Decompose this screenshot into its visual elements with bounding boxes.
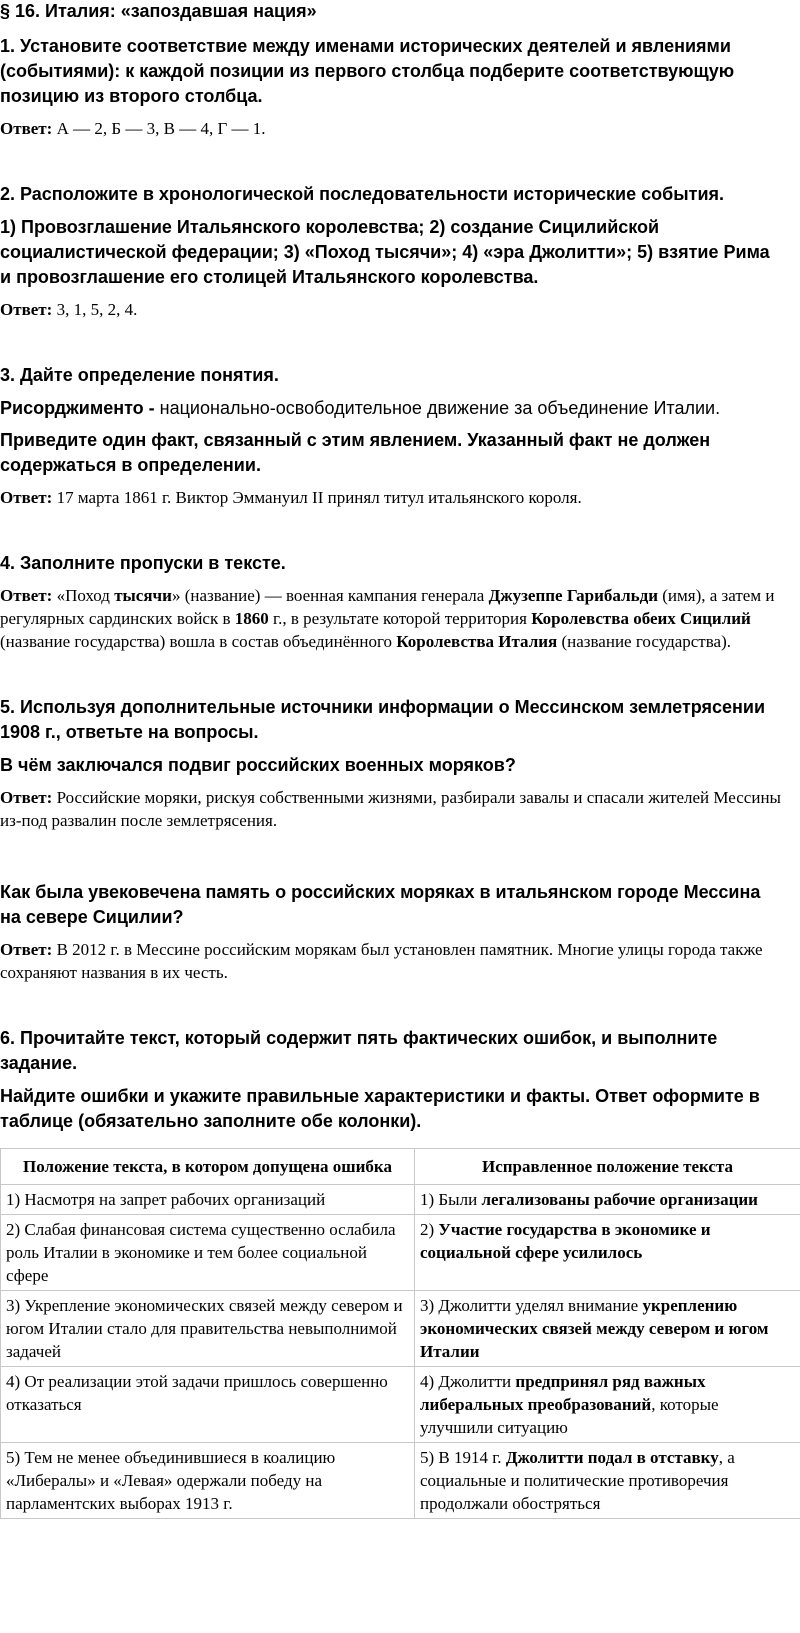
task3-answer — [0, 486, 784, 509]
table-row — [1, 1367, 800, 1443]
task3-question: 3. Дайте определение понятия. — [0, 365, 279, 385]
table-header-row — [1, 1149, 800, 1185]
table-body — [1, 1185, 800, 1519]
task1-question: 1. Установите соответствие между именами исторических деятелей и явлениями (событиями): к каждой позиции из первого столбца подберите соответствующую позицию из второго столбца. — [0, 36, 735, 106]
errors-table — [0, 1148, 800, 1519]
text-fragment: 2) — [420, 1220, 439, 1239]
error-cell: 5) Тем не менее объединившиеся в коалицию «Либералы» и «Левая» одержали победу на парламентских выборах 1913 г. — [1, 1443, 415, 1519]
fix-cell — [415, 1443, 800, 1519]
bold-fragment: Королевства обеих Сицилий — [531, 609, 751, 628]
task6-question2: Найдите ошибки и укажите правильные характеристики и факты. Ответ оформите в таблице (обязательно заполните обе колонки). — [0, 1086, 760, 1131]
task5-q1: В чём заключался подвиг российских военных моряков? — [0, 755, 516, 775]
task3-term: Рисорджименто - — [0, 398, 155, 418]
task3-question2: Приведите один факт, связанный с этим явлением. Указанный факт не должен содержаться в определении. — [0, 430, 711, 475]
task5-question: 5. Используя дополнительные источники информации о Мессинском землетрясении 1908 г., ответьте на вопросы. — [0, 697, 766, 742]
answer-label: Ответ: — [0, 119, 53, 138]
task5-answer1-text: Российские моряки, рискуя собственными жизнями, разбирали завалы и спасали жителей Мессины из-под развалин после землетрясения. — [0, 788, 781, 830]
bold-fragment: укреплению экономических связей между севером и югом Италии — [420, 1296, 769, 1361]
text-fragment: 1) Были — [420, 1190, 482, 1209]
task6-question: 6. Прочитайте текст, который содержит пять фактических ошибок, и выполните задание. — [0, 1028, 718, 1073]
error-cell: 3) Укрепление экономических связей между севером и югом Италии стало для правительства невыполнимой задачей — [1, 1291, 415, 1367]
table-row — [1, 1215, 800, 1291]
task5-answer2-text: В 2012 г. в Мессине российским морякам был установлен памятник. Многие улицы города также сохраняют названия в их честь. — [0, 940, 763, 982]
task2-events: 1) Провозглашение Итальянского королевства; 2) создание Сицилийской социалистической федерации; 3) «Поход тысячи»; 4) «эра Джолитти»; 5) взятие Рима и провозглашение его столицей Итальянского королевства. — [0, 217, 770, 287]
table-row — [1, 1291, 800, 1367]
text-fragment: » (название) — военная кампания генерала — [171, 586, 489, 605]
error-cell: 2) Слабая финансовая система существенно ослабила роль Италии в экономике и тем более социальной сфере — [1, 1215, 415, 1291]
table-header-fix: Исправленное положение текста — [415, 1149, 800, 1185]
bold-fragment: Джолитти подал в отставку — [505, 1448, 719, 1467]
answer-label: Ответ: — [0, 488, 53, 507]
text-fragment: 3) Джолитти уделял внимание — [420, 1296, 643, 1315]
bold-fragment: Участие государства в экономике и социальной сфере усилилось — [420, 1220, 711, 1262]
table-header-error: Положение текста, в котором допущена ошибка — [1, 1149, 415, 1185]
text-fragment: «Поход — [56, 586, 115, 605]
fix-cell — [415, 1367, 800, 1443]
text-fragment: (название государства) вошла в состав объединённого — [0, 632, 397, 651]
text-fragment: , а социальные и политические противоречия продолжали обостряться — [420, 1448, 735, 1513]
bold-fragment: Джузеппе Гарибальди — [488, 586, 658, 605]
fix-cell — [415, 1215, 800, 1291]
table-row — [1, 1185, 800, 1215]
bold-fragment: предпринял ряд важных либеральных преобразований — [420, 1372, 706, 1414]
task2-answer-text: 3, 1, 5, 2, 4. — [56, 300, 138, 319]
task4-answer — [0, 584, 784, 653]
answer-label: Ответ: — [0, 940, 53, 959]
task4-answer-text — [0, 586, 774, 651]
text-fragment: г., в результате которой территория — [268, 609, 532, 628]
text-fragment: 5) В 1914 г. — [420, 1448, 506, 1467]
text-fragment: (название государства). — [557, 632, 731, 651]
text-fragment: (имя), а затем и регулярных сардинских войск в — [0, 586, 775, 628]
bold-fragment: 1860 — [234, 609, 269, 628]
error-cell: 1) Насмотря на запрет рабочих организаций — [1, 1185, 415, 1215]
task2-question: 2. Расположите в хронологической последовательности исторические события. — [0, 184, 725, 204]
error-cell: 4) От реализации этой задачи пришлось совершенно отказаться — [1, 1367, 415, 1443]
table-row — [1, 1443, 800, 1519]
task1-answer — [0, 117, 784, 140]
bold-fragment: тысячи — [114, 586, 172, 605]
task5-answer2 — [0, 938, 784, 984]
answer-label: Ответ: — [0, 300, 53, 319]
fix-cell — [415, 1185, 800, 1215]
task2-answer — [0, 298, 784, 321]
bold-fragment: Королевства Италия — [396, 632, 558, 651]
task1-answer-text: А — 2, Б — 3, В — 4, Г — 1. — [56, 119, 266, 138]
text-fragment: 4) Джолитти — [420, 1372, 516, 1391]
bold-fragment: легализованы рабочие организации — [481, 1190, 758, 1209]
fix-cell — [415, 1291, 800, 1367]
task4-question: 4. Заполните пропуски в тексте. — [0, 553, 286, 573]
answer-label: Ответ: — [0, 788, 53, 807]
task5-q2: Как была увековечена память о российских моряках в итальянском городе Мессина на севере Сицилии? — [0, 882, 761, 927]
task3-answer-text: 17 марта 1861 г. Виктор Эммануил II принял титул итальянского короля. — [56, 488, 582, 507]
text-fragment: , которые улучшили ситуацию — [420, 1395, 719, 1437]
task3-definition-text: национально-освободительное движение за объединение Италии. — [159, 398, 721, 418]
task5-answer1 — [0, 786, 784, 832]
task3-definition — [0, 396, 784, 420]
page-title: § 16. Италия: «запоздавшая нация» — [0, 1, 317, 21]
answer-label: Ответ: — [0, 586, 53, 605]
